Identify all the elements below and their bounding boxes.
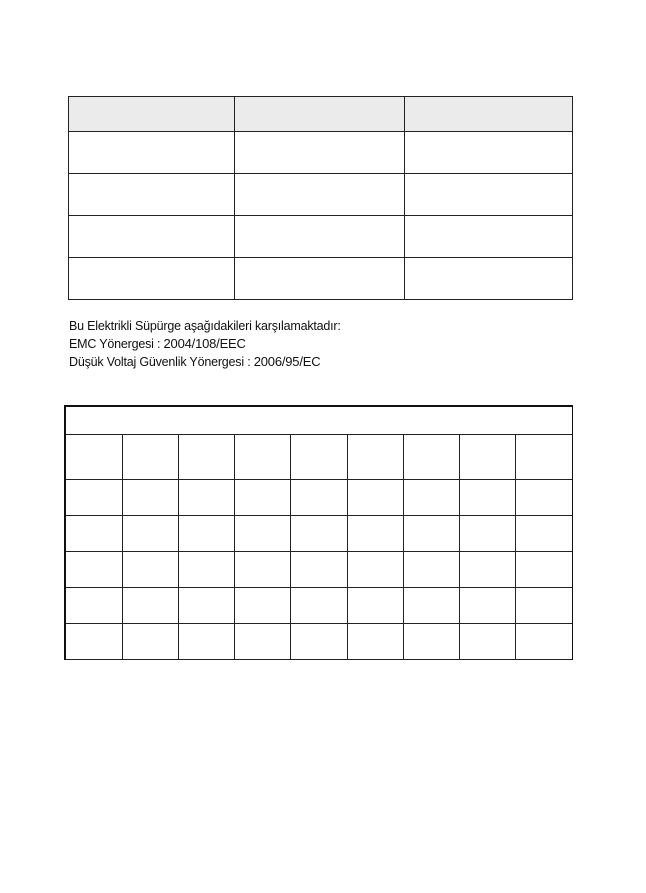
data-grid-cell bbox=[122, 480, 178, 516]
spec-table-cell bbox=[235, 132, 405, 174]
data-grid-cell bbox=[178, 624, 234, 660]
data-grid-cell bbox=[235, 516, 291, 552]
spec-table-row bbox=[69, 258, 573, 300]
data-grid-header bbox=[66, 407, 572, 435]
data-grid-cell bbox=[122, 624, 178, 660]
data-grid-cell bbox=[291, 624, 347, 660]
data-grid-row bbox=[66, 624, 572, 660]
data-grid-cell bbox=[122, 516, 178, 552]
spec-table-cell bbox=[405, 258, 573, 300]
data-grid-cell bbox=[460, 480, 516, 516]
data-grid-cell bbox=[235, 624, 291, 660]
spec-table-cell bbox=[235, 216, 405, 258]
data-grid-cell bbox=[178, 516, 234, 552]
data-grid-cell bbox=[403, 480, 459, 516]
data-grid bbox=[64, 405, 573, 660]
data-grid-cell bbox=[403, 516, 459, 552]
data-grid-cell bbox=[460, 588, 516, 624]
data-grid-cell bbox=[516, 552, 572, 588]
emc-directive-line bbox=[69, 335, 341, 353]
lvd-directive-label: Düşük Voltaj Güvenlik Yönergesi : bbox=[69, 355, 254, 369]
compliance-statement bbox=[69, 317, 341, 371]
spec-table-cell bbox=[69, 258, 235, 300]
data-grid-cell bbox=[291, 588, 347, 624]
data-grid-cell bbox=[516, 435, 572, 480]
data-grid-cell bbox=[122, 588, 178, 624]
data-grid-cell bbox=[347, 588, 403, 624]
spec-table-cell bbox=[69, 216, 235, 258]
data-grid-cell bbox=[460, 552, 516, 588]
data-grid-cell bbox=[66, 588, 122, 624]
data-grid-cell bbox=[122, 552, 178, 588]
data-grid-cell bbox=[516, 624, 572, 660]
data-grid-cell bbox=[460, 516, 516, 552]
emc-directive-label: EMC Yönergesi : bbox=[69, 337, 164, 351]
data-grid-cell bbox=[235, 552, 291, 588]
emc-directive-value: 2004/108/EEC bbox=[163, 336, 246, 351]
data-grid-cell bbox=[347, 624, 403, 660]
data-grid-cell bbox=[122, 435, 178, 480]
data-grid-cell bbox=[178, 480, 234, 516]
spec-table-header-cell bbox=[69, 97, 235, 132]
data-grid-cell bbox=[347, 480, 403, 516]
spec-table-cell bbox=[235, 174, 405, 216]
spec-table-header-cell bbox=[235, 97, 405, 132]
data-grid-cell bbox=[460, 435, 516, 480]
data-grid-cell bbox=[516, 588, 572, 624]
data-grid-cell bbox=[178, 552, 234, 588]
spec-table-header-cell bbox=[405, 97, 573, 132]
data-grid-row bbox=[66, 588, 572, 624]
spec-table-row bbox=[69, 216, 573, 258]
data-grid-cell bbox=[178, 435, 234, 480]
data-grid-cell bbox=[66, 552, 122, 588]
lvd-directive-line bbox=[69, 353, 341, 371]
data-grid-cell bbox=[235, 588, 291, 624]
data-grid-row bbox=[66, 435, 572, 480]
data-grid-table bbox=[66, 435, 572, 660]
data-grid-cell bbox=[66, 516, 122, 552]
data-grid-cell bbox=[66, 480, 122, 516]
data-grid-cell bbox=[291, 552, 347, 588]
data-grid-cell bbox=[403, 624, 459, 660]
data-grid-cell bbox=[516, 480, 572, 516]
data-grid-cell bbox=[516, 516, 572, 552]
data-grid-cell bbox=[66, 435, 122, 480]
data-grid-row bbox=[66, 516, 572, 552]
data-grid-cell bbox=[291, 516, 347, 552]
data-grid-cell bbox=[178, 588, 234, 624]
spec-table-row bbox=[69, 132, 573, 174]
data-grid-cell bbox=[291, 480, 347, 516]
spec-table-cell bbox=[69, 132, 235, 174]
spec-table-cell bbox=[235, 258, 405, 300]
data-grid-row bbox=[66, 480, 572, 516]
spec-table-cell bbox=[405, 216, 573, 258]
data-grid-cell bbox=[66, 624, 122, 660]
spec-table-cell bbox=[405, 174, 573, 216]
data-grid-cell bbox=[403, 552, 459, 588]
spec-table-row bbox=[69, 174, 573, 216]
data-grid-cell bbox=[291, 435, 347, 480]
data-grid-cell bbox=[403, 588, 459, 624]
data-grid-cell bbox=[347, 516, 403, 552]
data-grid-cell bbox=[235, 480, 291, 516]
lvd-directive-value: 2006/95/EC bbox=[253, 354, 321, 369]
data-grid-cell bbox=[347, 552, 403, 588]
spec-table bbox=[68, 96, 573, 300]
data-grid-cell bbox=[347, 435, 403, 480]
data-grid-cell bbox=[460, 624, 516, 660]
data-grid-cell bbox=[403, 435, 459, 480]
spec-table-header-row bbox=[69, 97, 573, 132]
spec-table-cell bbox=[405, 132, 573, 174]
compliance-intro: Bu Elektrikli Süpürge aşağıdakileri karşılamaktadır: bbox=[69, 319, 341, 333]
spec-table-cell bbox=[69, 174, 235, 216]
data-grid-row bbox=[66, 552, 572, 588]
data-grid-cell bbox=[235, 435, 291, 480]
